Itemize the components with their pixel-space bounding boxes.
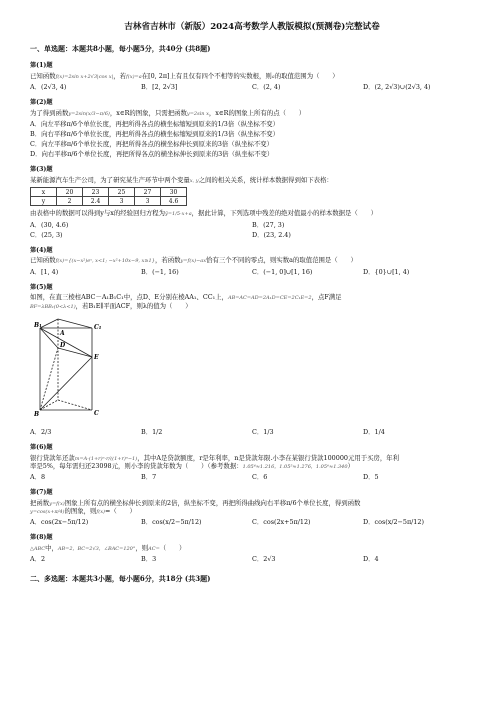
q2-text-b: ，x∈R的图象，只需把函数 bbox=[109, 109, 187, 118]
q8-option-c[interactable]: C．2√3 bbox=[252, 555, 276, 564]
q4-formula-g: y=f(x)−ax bbox=[180, 258, 207, 265]
q3-option-c[interactable]: C．(25, 3) bbox=[30, 230, 63, 239]
question-6-text bbox=[30, 454, 474, 471]
vertex-label-c: C bbox=[94, 409, 99, 417]
q7-formula-g: y=cos(x+π/4) bbox=[30, 509, 65, 516]
q1-option-c[interactable]: C．(2, 4) bbox=[252, 83, 281, 92]
question-7-options bbox=[30, 518, 474, 528]
q7-option-b[interactable]: B．cos(x/2−5π/12) bbox=[141, 518, 202, 527]
vertex-label-d: D bbox=[60, 341, 66, 349]
question-6-options bbox=[30, 473, 474, 483]
q4-option-c[interactable]: C．(−1, 0]∪[1, 16) bbox=[252, 267, 313, 276]
q2-option-a[interactable]: A．向左平移π/6个单位长度，再把所得各点的横坐标缩短到原来的1/3倍（纵坐标不变） bbox=[30, 120, 279, 129]
section-1-heading: 一、单选题：本题共8小题，每小题5分，共40分 (共8题) bbox=[30, 43, 211, 53]
question-1-label: 第(1)题 bbox=[30, 62, 53, 70]
q1-text-d: 的取值范围为（ ） bbox=[274, 72, 339, 81]
q8-option-b[interactable]: B．3 bbox=[141, 555, 157, 564]
table-cell: y bbox=[31, 197, 57, 206]
q5-text-a: 如图，在直三棱柱ABC－A₁B₁C₁中，点D、E分别在棱AA₁、CC₁上， bbox=[30, 293, 228, 302]
q7-option-a[interactable]: A．cos(2x−5π/12) bbox=[30, 518, 89, 527]
question-8 bbox=[30, 534, 474, 565]
q5-prism-figure bbox=[34, 314, 474, 420]
table-cell: 30 bbox=[161, 188, 187, 197]
q3-formula-vars: x, y bbox=[189, 178, 199, 185]
q7-text-d: =（ ） bbox=[104, 507, 136, 516]
q7-option-c[interactable]: C．cos(2x+5π/12) bbox=[252, 518, 311, 527]
q2-text-a: 为了得到函数 bbox=[30, 109, 69, 118]
table-cell: 23 bbox=[83, 188, 109, 197]
table-cell: x bbox=[31, 188, 57, 197]
q5-option-c[interactable]: C．1/3 bbox=[252, 427, 274, 436]
q6-option-b[interactable]: B．7 bbox=[141, 473, 157, 482]
q1-formula-eq: f(x)=a bbox=[125, 74, 142, 81]
question-1-text bbox=[30, 72, 474, 80]
q7-text-a: 把函数 bbox=[30, 498, 50, 507]
vertex-label-e: E bbox=[94, 353, 99, 361]
q8-text-a: 中， bbox=[45, 544, 58, 553]
question-5-text bbox=[30, 293, 474, 310]
q1-formula-f: f(x)=2sin x+2√3|cos x| bbox=[55, 74, 114, 81]
table-cell: 3 bbox=[109, 197, 135, 206]
segment-d-e bbox=[58, 348, 92, 357]
q6-option-a[interactable]: A．8 bbox=[30, 473, 46, 482]
q2-option-b[interactable]: B．向右平移π/6个单位长度，再把所得各点的横坐标缩短到原来的1/3倍（纵坐标不变） bbox=[30, 130, 280, 139]
question-1 bbox=[30, 62, 474, 93]
q6-formula-reference: 1.05⁴≈1.216，1.05⁵≈1.276，1.05⁶≈1.340 bbox=[242, 463, 348, 470]
q2-option-d[interactable]: D．向右平移π/6个单位长度，再把所得各点的横坐标伸长到原来的3倍（纵坐标不变） bbox=[30, 150, 274, 159]
q3-text-b: 之间的相关关系，统计样本数据得到如下表格： bbox=[198, 176, 333, 185]
q7-option-d[interactable]: D．cos(x/2−5π/12) bbox=[363, 518, 424, 527]
section-2-heading: 二、多选题：本题共3小题，每小题6分，共18分 (共3题) bbox=[30, 574, 211, 584]
q8-option-d[interactable]: D．4 bbox=[363, 555, 379, 564]
q3-data-table bbox=[30, 187, 187, 206]
table-cell: 2.4 bbox=[83, 197, 109, 206]
question-7 bbox=[30, 489, 474, 528]
q7-formula-f: y=f(x) bbox=[49, 500, 65, 507]
q1-text-c: 在[0, 2π]上有且仅有四个不相等的实数根，则 bbox=[141, 72, 272, 81]
q6-text-d: ） bbox=[347, 461, 354, 470]
q3-text-d: ，据此计算，下列选项中残差的绝对值最小的样本数据是（ ） bbox=[191, 209, 377, 218]
question-3 bbox=[30, 166, 474, 240]
table-row bbox=[31, 188, 187, 197]
q1-option-d[interactable]: D．(2, 2√3)∪(2√3, 4) bbox=[363, 83, 431, 92]
q2-formula-g: y=2sin x bbox=[186, 111, 209, 118]
vertex-label-a: A bbox=[60, 329, 65, 337]
q7-text-c: 的图象，则 bbox=[64, 507, 97, 516]
q5-option-b[interactable]: B．1/2 bbox=[141, 427, 163, 436]
question-2-label: 第(2)题 bbox=[30, 99, 53, 107]
question-4 bbox=[30, 247, 474, 278]
question-4-text bbox=[30, 256, 474, 264]
question-1-options bbox=[30, 83, 474, 93]
q6-text-b: ，其中A是贷款额度，r是年利率，n是贷款年限.小李在某银行贷款100000元用于买房，年利 bbox=[137, 453, 400, 462]
q6-option-d[interactable]: D．5 bbox=[363, 473, 379, 482]
question-8-options bbox=[30, 555, 474, 565]
question-2 bbox=[30, 99, 474, 160]
q5-option-a[interactable]: A．2/3 bbox=[30, 427, 52, 436]
q3-text-a: 某新能源汽车生产公司，为了研究某生产环节中两个变量 bbox=[30, 176, 190, 185]
q1-text-a: 已知函数 bbox=[30, 72, 56, 81]
q8-formula-condition: AB=2，BC=2√3，∠BAC=120° bbox=[57, 546, 136, 553]
edge-a-c bbox=[58, 400, 92, 410]
table-cell: 2 bbox=[57, 197, 83, 206]
q8-option-a[interactable]: A．2 bbox=[30, 555, 46, 564]
q1-option-b[interactable]: B．[2, 2√3] bbox=[141, 83, 178, 92]
question-5-options bbox=[30, 428, 474, 438]
vertex-label-b1: B₁ bbox=[34, 321, 42, 329]
edge-b1-a1 bbox=[40, 319, 58, 328]
q3-option-a[interactable]: A．(30, 4.6) bbox=[30, 220, 69, 229]
edge-a1-c1 bbox=[58, 319, 92, 328]
q5-option-d[interactable]: D．1/4 bbox=[363, 427, 385, 436]
question-8-label: 第(8)题 bbox=[30, 534, 53, 542]
table-cell: 20 bbox=[57, 188, 83, 197]
question-5-label: 第(5)题 bbox=[30, 283, 53, 291]
vertex-label-c1: C₁ bbox=[94, 323, 102, 331]
q3-option-d[interactable]: D．(23, 2.4) bbox=[252, 230, 291, 239]
q4-option-b[interactable]: B．(−1, 16) bbox=[141, 267, 179, 276]
q6-text-c: 率是5%，每年需归还23098元，则小李的贷款年数为（ ）（参考数据： bbox=[30, 461, 243, 470]
q6-option-c[interactable]: C．6 bbox=[252, 473, 268, 482]
question-2-text bbox=[30, 109, 474, 117]
question-6 bbox=[30, 444, 474, 483]
q8-formula-triangle: △ABC bbox=[30, 546, 46, 553]
table-cell: 3 bbox=[135, 197, 161, 206]
question-3-text bbox=[30, 176, 474, 184]
q7-formula-fx: f(x) bbox=[96, 509, 105, 516]
table-row bbox=[31, 197, 187, 206]
question-5 bbox=[30, 284, 474, 438]
q6-formula-loan: m=A·(1+r)ⁿ·r/((1+r)ⁿ−1) bbox=[74, 455, 138, 462]
table-cell: 27 bbox=[135, 188, 161, 197]
question-7-text bbox=[30, 499, 474, 516]
q5-text-b: ，点F满足 bbox=[311, 293, 342, 302]
q1-text-b: ，若 bbox=[113, 72, 126, 81]
segment-b1-e bbox=[40, 328, 92, 357]
prism-diagram bbox=[34, 314, 106, 418]
q3-option-b[interactable]: B．(27, 3) bbox=[252, 220, 285, 229]
q7-text-b: 图象上所有点的横坐标伸长到原来的2倍，纵坐标不变，再把所得曲线向右平移π/6个单位长度，得到函数 bbox=[64, 498, 361, 507]
q4-text-a: 已知函数 bbox=[30, 256, 56, 265]
q2-formula-f: y=2sin(x/3−π/6) bbox=[68, 111, 110, 118]
q4-formula-f: f(x)={(x−x²)eˣ, x<1; −x²+10x−9, x≥1} bbox=[55, 258, 155, 265]
table-cell: 4.6 bbox=[161, 197, 187, 206]
q2-option-c[interactable]: C．向左平移π/6个单位长度，再把所得各点的横坐标伸长到原来的3倍（纵坐标不变） bbox=[30, 140, 274, 149]
question-3-label: 第(3)题 bbox=[30, 166, 53, 174]
question-8-text bbox=[30, 544, 474, 552]
question-4-options bbox=[30, 268, 474, 278]
segment-b1-d bbox=[40, 328, 58, 348]
q3-text-c: 由表格中的数据可以得到y与x的经验回归方程为 bbox=[30, 209, 166, 218]
q1-formula-a: a bbox=[271, 74, 275, 81]
vertex-label-b: B bbox=[34, 410, 40, 418]
question-7-label: 第(7)题 bbox=[30, 489, 53, 497]
q6-text-a: 银行贷款年还款 bbox=[30, 453, 75, 462]
q4-text-c: 恰有三个不同的零点，则实数a的取值范围是（ ） bbox=[206, 256, 357, 265]
question-3-options bbox=[30, 221, 474, 241]
table-cell: 25 bbox=[109, 188, 135, 197]
question-4-label: 第(4)题 bbox=[30, 246, 53, 254]
q3-formula-regression: ŷ=1/5·x+a bbox=[165, 211, 192, 218]
q1-option-a[interactable]: A．(2√3, 4) bbox=[30, 83, 67, 92]
document-title: 吉林省吉林市（新版）2024高考数学人教版模拟(预测卷)完整试卷 bbox=[124, 22, 380, 32]
q8-formula-ac: AC= bbox=[148, 546, 160, 553]
question-2-options bbox=[30, 120, 474, 160]
q5-formula-condition: AB=AC=AD=2A₁D=CE=2C₁E=2 bbox=[227, 295, 312, 302]
q8-text-c: （ ） bbox=[159, 544, 186, 553]
q4-option-d[interactable]: D．{0}∪[1, 4) bbox=[363, 267, 410, 276]
q4-option-a[interactable]: A．[1, 4) bbox=[30, 267, 59, 276]
q5-text-c: ，若B₁E∥平面ACF，则λ的值为（ ） bbox=[75, 301, 192, 310]
question-6-label: 第(6)题 bbox=[30, 443, 53, 451]
question-3-text-2 bbox=[30, 209, 474, 217]
q8-text-b: ，则 bbox=[135, 544, 149, 553]
q2-text-c: ，x∈R的图象上所有的点（ ） bbox=[208, 109, 306, 118]
q4-text-b: ，若函数 bbox=[154, 256, 181, 265]
q5-formula-bf: BF=λBB₁(0<λ<1) bbox=[30, 303, 76, 310]
